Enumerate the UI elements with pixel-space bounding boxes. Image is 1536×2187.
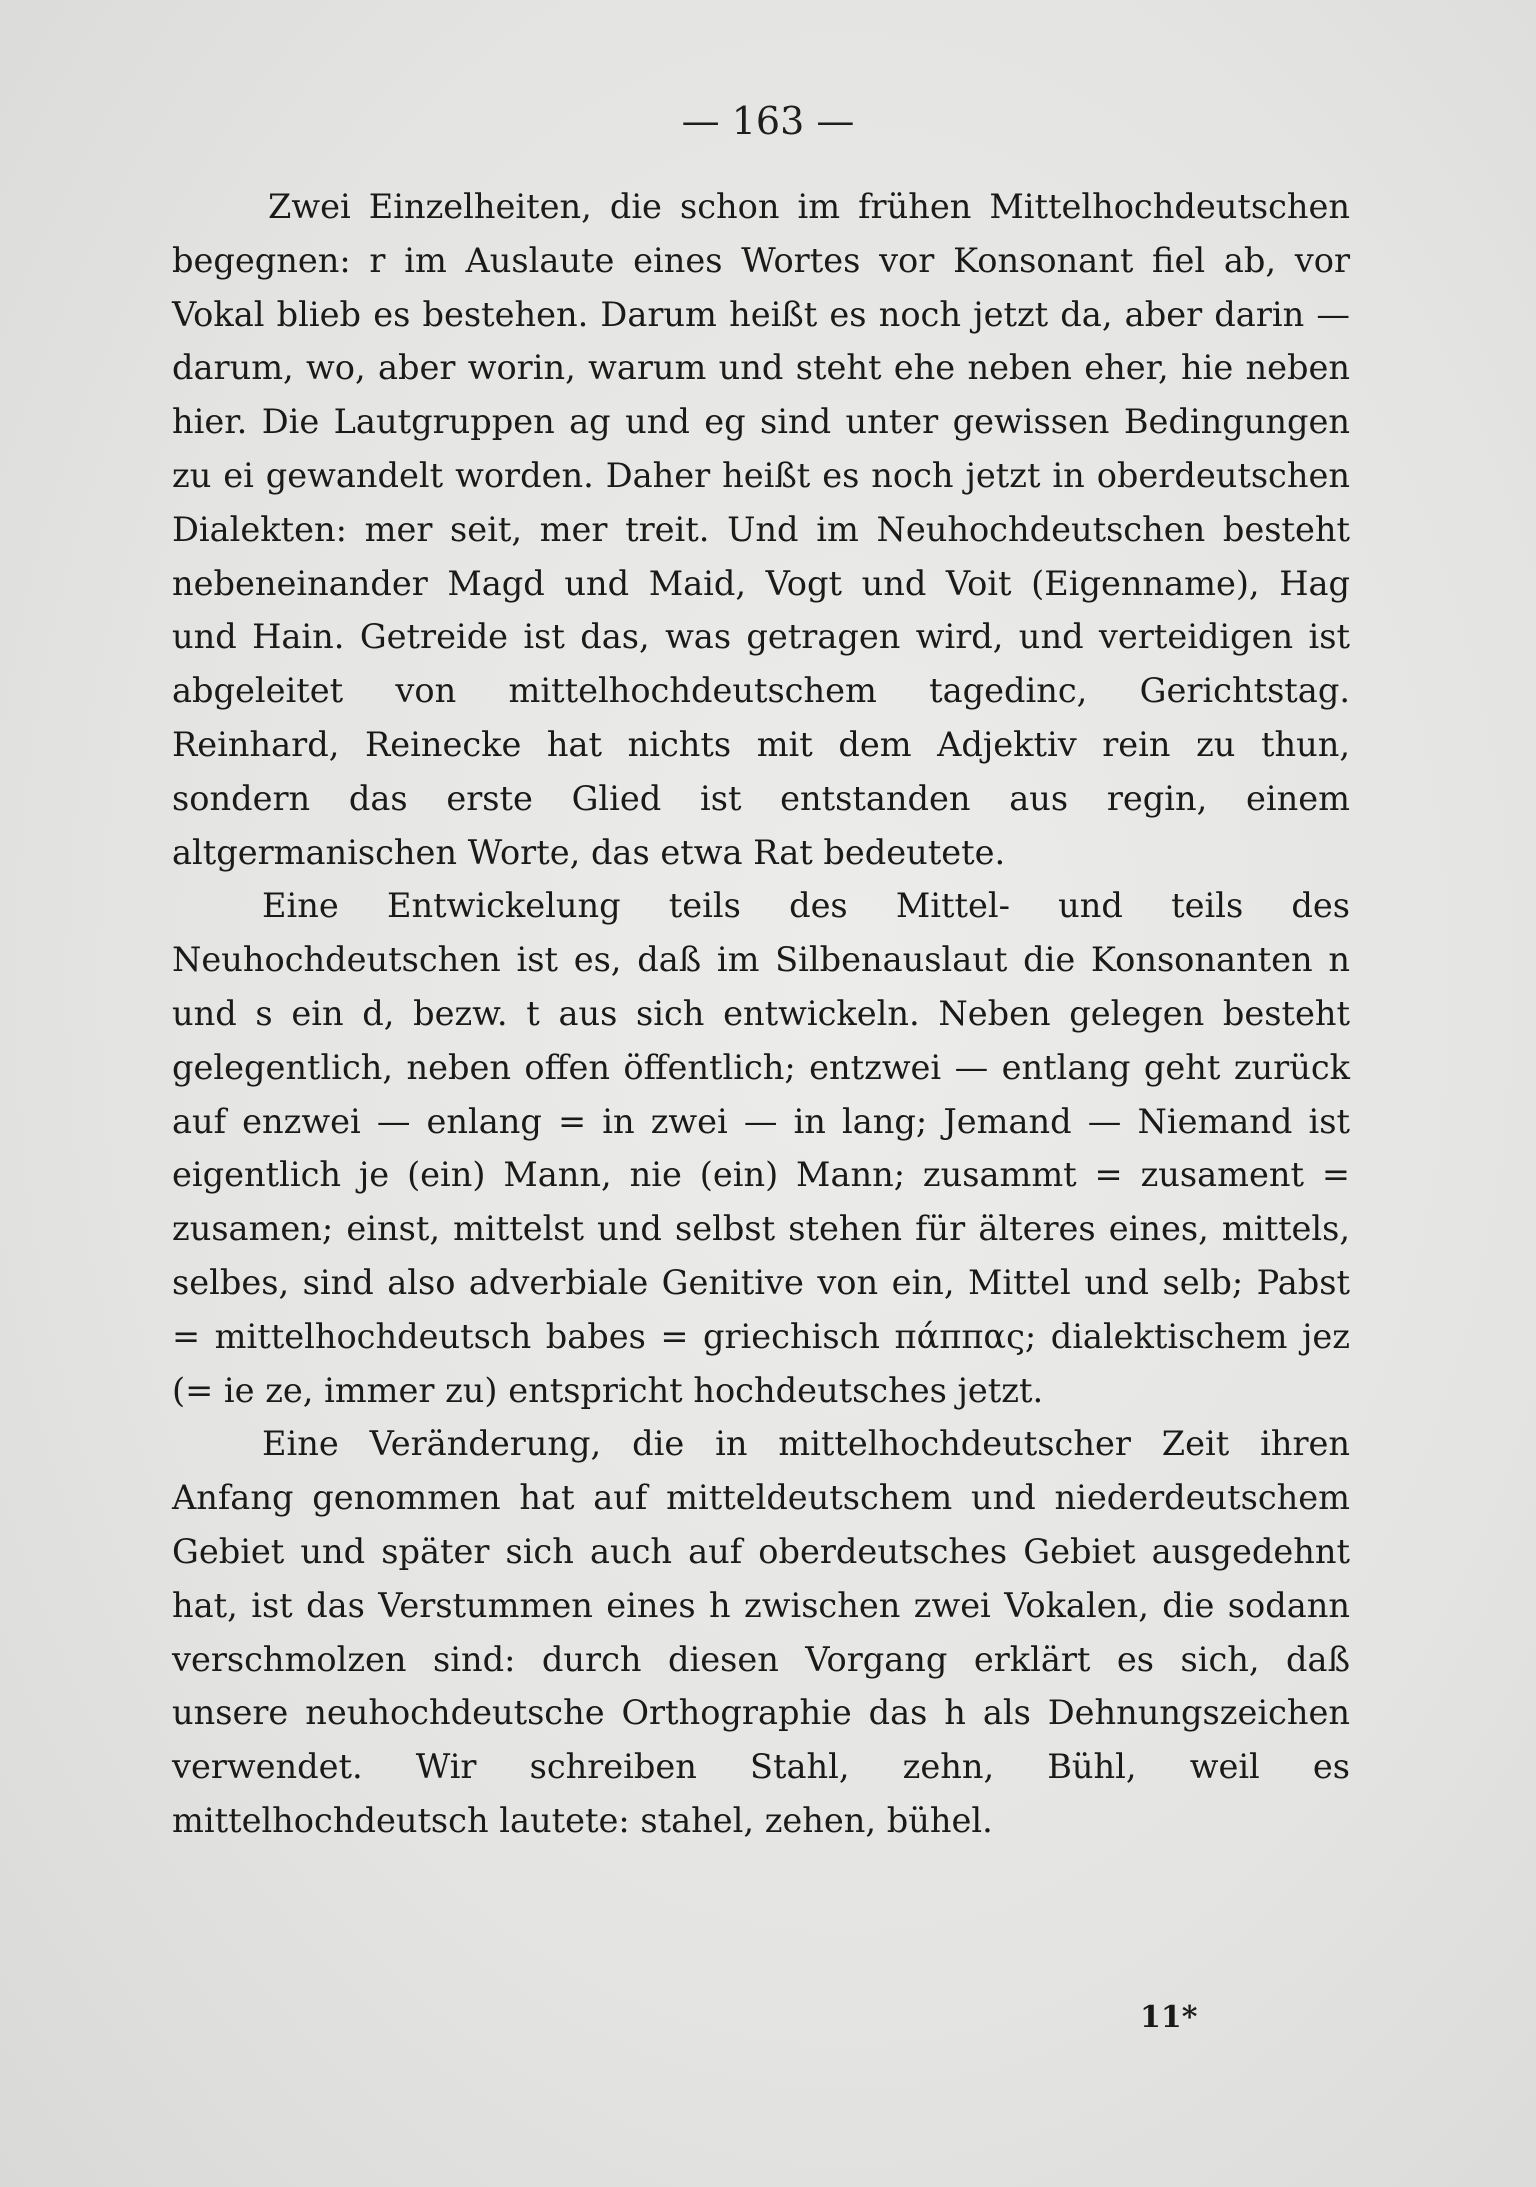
paragraph-2: Eine Entwickelung teils des Mittel- und teils des Neuhochdeutschen ist es, daß im Silbenauslaut die Konsonanten n und s ein d, bezw. t aus sich entwickeln. Neben gelegen besteht gelegentlich, neben offen öffentlich; entzwei — entlang geht zurück auf enzwei — enlang = in zwei — in lang; Jemand — Niemand ist eigentlich je (ein) Mann, nie (ein) Mann; zusammt = zusament = zusamen; einst, mittelst und selbst stehen für älteres eines, mittels, selbes, sind also adverbiale Genitive von ein, Mittel und selb; Pabst = mittelhochdeutsch babes = griechisch πάππας; dialektischem jez (= ie ze, immer zu) entspricht hochdeutsches jetzt. [172, 886, 1350, 1410]
signature-mark: 11* [1140, 2000, 1198, 2035]
paragraph-1: Zwei Einzelheiten, die schon im frühen Mittelhochdeutschen begegnen: r im Auslaute eines Wortes vor Konsonant fiel ab, vor Vokal blieb es bestehen. Darum heißt es noch jetzt da, aber darin — darum, wo, aber worin, warum und steht ehe neben eher, hie neben hier. Die Lautgruppen ag und eg sind unter gewissen Bedingungen zu ei gewandelt worden. Daher heißt es noch jetzt in oberdeutschen Dialekten: mer seit, mer treit. Und im Neuhochdeutschen besteht nebeneinander Magd und Maid, Vogt und Voit (Eigenname), Hag und Hain. Getreide ist das, was getragen wird, und verteidigen ist abgeleitet von mittelhochdeutschem tagedinc, Gerichtstag. Reinhard, Reinecke hat nichts mit dem Adjektiv rein zu thun, sondern das erste Glied ist entstanden aus regin, einem altgermanischen Worte, das etwa Rat bedeutete. [172, 187, 1350, 872]
paragraph-3: Eine Veränderung, die in mittelhochdeutscher Zeit ihren Anfang genommen hat auf mitteldeutschem und niederdeutschem Gebiet und später sich auch auf oberdeutsches Gebiet ausgedehnt hat, ist das Verstummen eines h zwischen zwei Vokalen, die sodann verschmolzen sind: durch diesen Vorgang erklärt es sich, daß unsere neuhochdeutsche Orthographie das h als Dehnungszeichen verwendet. Wir schreiben Stahl, zehn, Bühl, weil es mittelhochdeutsch lautete: stahel, zehen, bühel. [172, 1424, 1350, 1840]
page-number: — 163 — [681, 99, 855, 143]
body-text [172, 180, 1350, 1848]
